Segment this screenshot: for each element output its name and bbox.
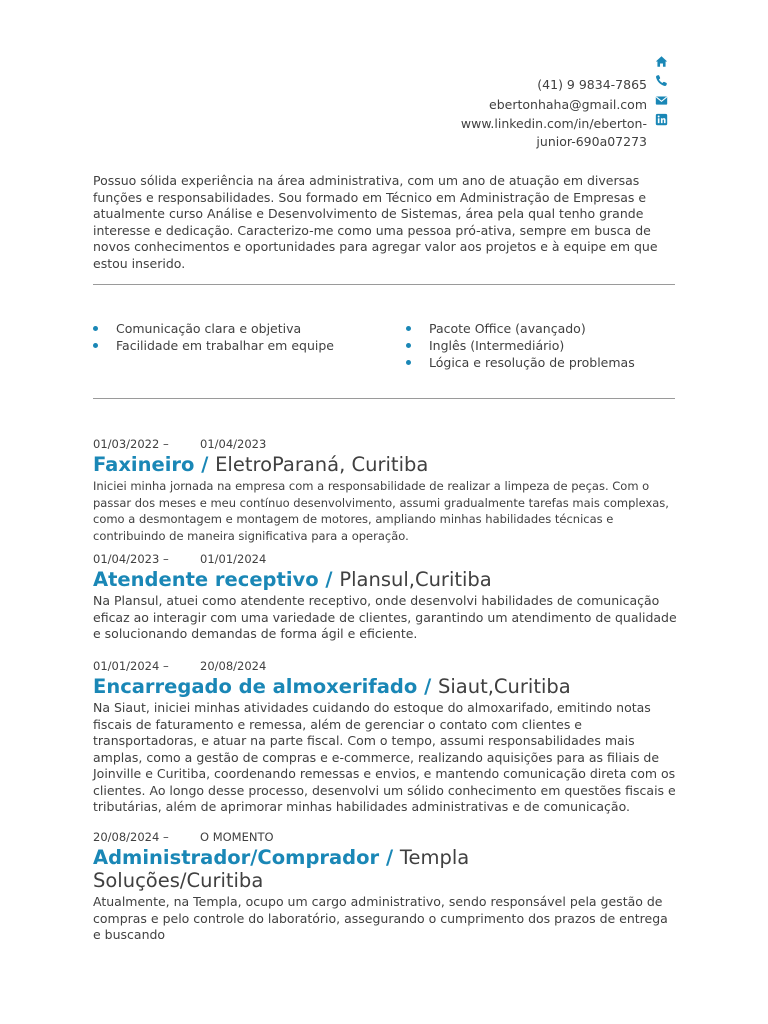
email-text[interactable]: ebertonhaha@gmail.com — [489, 96, 647, 112]
experience-title — [93, 846, 513, 892]
job-company: EletroParaná, Curitiba — [215, 453, 429, 476]
skill-item: Comunicação clara e objetiva — [93, 320, 334, 337]
start-date: 01/04/2023 – — [93, 552, 169, 566]
start-date: 20/08/2024 – — [93, 830, 169, 844]
job-description: Na Plansul, atuei como atendente receptivo, onde desenvolvi habilidades de comunicação eficaz ao interagir com uma variedade de clientes, garantindo um atendimento de qualidade e solucionando demandas de forma ágil e eficiente. — [93, 593, 677, 641]
skill-item: Inglês (Intermediário) — [406, 337, 635, 354]
profile-summary: Possuo sólida experiência na área administrativa, com um ano de atuação em diversas funções e responsabilidades. Sou formado em Técnico em Administração de Empresas e atualmente curso Análise e Desenvolvimento de Sistemas, área pela qual tenho grande interesse e dedicação. Caracterizo-me como uma pessoa pró-ativa, sempre em busca de novos conhecimentos e oportunidades para agregar valor aos projetos e à equipe em que estou inserido. — [93, 173, 658, 271]
section-divider-2 — [93, 398, 675, 399]
job-role: Atendente receptivo — [93, 568, 319, 591]
home-icon — [654, 54, 668, 68]
job-role: Encarregado de almoxerifado — [93, 675, 418, 698]
job-description: Atualmente, na Templa, ocupo um cargo administrativo, sendo responsável pela gestão de compras e pelo controle do laboratório, assegurando o cumprimento dos prazos de entrega e buscando — [93, 894, 668, 942]
title-separator: / — [318, 568, 340, 591]
end-date: 20/08/2024 — [200, 659, 267, 673]
contact-block — [461, 76, 647, 150]
phone-icon — [654, 74, 668, 88]
job-company: Siaut,Curitiba — [437, 675, 571, 698]
skills-column-2 — [406, 320, 635, 371]
start-date: 01/03/2022 – — [93, 437, 169, 451]
linkedin-icon — [654, 113, 668, 127]
job-role: Faxineiro — [93, 453, 195, 476]
experience-title — [93, 453, 678, 476]
job-role: Administrador/Comprador — [93, 846, 380, 869]
title-separator: / — [379, 846, 400, 869]
experience-entry — [93, 658, 678, 816]
skill-item: Pacote Office (avançado) — [406, 320, 635, 337]
skill-item: Lógica e resolução de problemas — [406, 354, 635, 371]
section-divider-1 — [93, 284, 675, 285]
job-description: Na Siaut, iniciei minhas atividades cuidando do estoque do almoxarifado, emitindo notas fiscais de faturamento e remessa, além de gerenciar o contato com clientes e transportadoras, e atuar na parte fiscal. Com o tempo, assumi responsabilidades mais amplas, como a gestão de compras e e-commerce, realizando aquisições para as filiais de Joinville e Curitiba, coordenando remessas e envios, e mantendo comunicação direta com os clientes. Ao longo desse processo, desenvolvi um sólido conhecimento em questões fiscais e tributárias, além de aprimorar minhas habilidades administrativas e de comunicação. — [93, 700, 676, 814]
start-date: 01/01/2024 – — [93, 659, 169, 673]
title-separator: / — [194, 453, 216, 476]
experience-title — [93, 568, 678, 591]
experience-entry — [93, 436, 678, 544]
phone-text: (41) 9 9834-7865 — [537, 77, 647, 92]
end-date: O MOMENTO — [200, 830, 274, 844]
title-separator: / — [417, 675, 438, 698]
experience-dates — [93, 436, 678, 452]
end-date: 01/01/2024 — [200, 552, 267, 566]
contact-icons — [654, 54, 670, 132]
experience-dates — [93, 551, 678, 567]
job-company: Templa Soluções/Curitiba — [93, 846, 470, 892]
experience-title — [93, 675, 678, 698]
experience-dates — [93, 829, 513, 845]
job-description: Iniciei minha jornada na empresa com a responsabilidade de realizar a limpeza de peças. Com o passar dos meses e meu contínuo desenvolvimento, assumi gradualmente tarefas mais complexas, como a desmontagem e montagem de motores, ampliando minhas habilidades técnicas e contribuindo de maneira significativa para a operação. — [93, 479, 669, 543]
email-icon — [654, 93, 668, 107]
experience-dates — [93, 658, 678, 674]
experience-entry — [93, 551, 678, 643]
skill-item: Facilidade em trabalhar em equipe — [93, 337, 334, 354]
linkedin-line-1[interactable]: www.linkedin.com/in/eberton- — [460, 116, 647, 131]
end-date: 01/04/2023 — [200, 437, 267, 451]
skills-column-1 — [93, 320, 334, 354]
linkedin-line-2[interactable]: junior-690a07273 — [536, 133, 647, 149]
experience-entry — [93, 829, 668, 944]
job-company: Plansul,Curitiba — [339, 568, 492, 591]
